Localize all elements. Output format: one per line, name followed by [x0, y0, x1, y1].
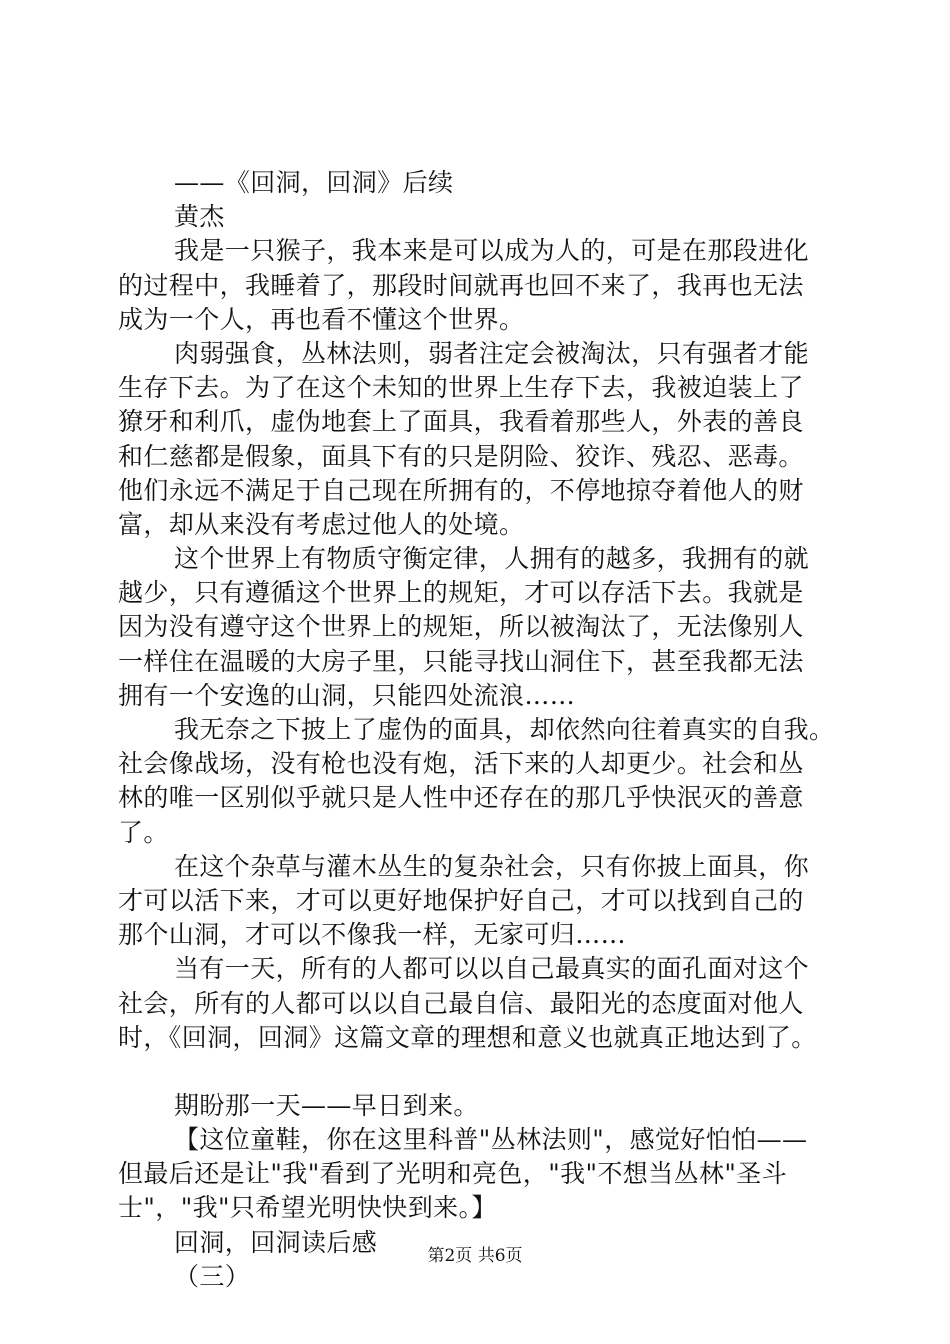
paragraph-line: 当有一天，所有的人都可以以自己最真实的面孔面对这个 [174, 954, 810, 984]
paragraph-line: 富，却从来没有考虑过他人的处境。 [118, 509, 525, 539]
paragraph-2 [118, 337, 848, 542]
editor-comment [118, 1123, 848, 1226]
paragraph-line: 生存下去。为了在这个未知的世界上生存下去，我被迫装上了 [118, 373, 804, 403]
paragraph-line: 我无奈之下披上了虚伪的面具，却依然向往着真实的自我。 [174, 715, 835, 744]
comment-line: 士"，"我"只希望光明快快到来。】 [118, 1193, 497, 1223]
paragraph-line: 社会像战场，没有枪也没有炮，活下来的人却更少。社会和丛 [118, 749, 804, 779]
paragraph-line: 了。 [118, 817, 169, 847]
next-article-number: （三） [174, 1261, 251, 1291]
paragraph-line: 才可以活下来，才可以更好地保护好自己，才可以找到自己的 [118, 885, 804, 915]
comment-line: 但最后还是让"我"看到了光明和亮色，"我"不想当丛林"圣斗 [118, 1159, 788, 1189]
article-subtitle: ——《回洞，回洞》后续 [174, 168, 454, 197]
paragraph-line: 拥有一个安逸的山洞，只能四处流浪…… [118, 680, 576, 710]
paragraph-line: 一样住在温暖的大房子里，只能寻找山洞住下，甚至我都无法 [118, 646, 804, 676]
article-author: 黄杰 [174, 202, 225, 232]
paragraph-line: 成为一个人，再也看不懂这个世界。 [118, 304, 525, 334]
paragraph-line: 越少，只有遵循这个世界上的规矩，才可以存活下去。我就是 [118, 578, 804, 608]
blank-line [118, 1055, 848, 1089]
paragraph-line: 和仁慈都是假象，面具下有的只是阴险、狡诈、残忍、恶毒。 [118, 441, 804, 471]
paragraph-3 [118, 542, 848, 713]
paragraph-line: 肉弱强食，丛林法则，弱者注定会被淘汰，只有强者才能 [174, 338, 810, 368]
paragraph-5 [118, 850, 848, 953]
paragraph-line: 这个世界上有物质守衡定律，人拥有的越多，我拥有的就 [174, 544, 810, 574]
paragraph-line: 因为没有遵守这个世界上的规矩，所以被淘汰了，无法像别人 [118, 612, 804, 642]
comment-line: 【这位童鞋，你在这里科普"丛林法则"，感觉好怕怕—— [174, 1125, 808, 1155]
paragraph-line: 在这个杂草与灌木丛生的复杂社会，只有你披上面具，你 [174, 851, 810, 881]
paragraph-4 [118, 713, 848, 850]
paragraph-line: 社会，所有的人都可以以自己最自信、最阳光的态度面对他人 [118, 988, 804, 1018]
page-footer: 第2页 共6页 [427, 1246, 523, 1266]
paragraph-line: 獠牙和利爪，虚伪地套上了面具，我看着那些人，外表的善良 [118, 407, 804, 437]
article-body [118, 166, 848, 1294]
paragraph-line: 我是一只猴子，我本来是可以成为人的，可是在那段进化 [174, 236, 810, 266]
paragraph-line: 的过程中，我睡着了，那段时间就再也回不来了，我再也无法 [118, 270, 804, 300]
paragraph-line: 林的唯一区别似乎就只是人性中还存在的那几乎快泯灭的善意 [118, 783, 804, 813]
paragraph-line: 时，《回洞，回洞》这篇文章的理想和意义也就真正地达到了。 [118, 1022, 817, 1052]
next-article-title: 回洞，回洞读后感 [174, 1227, 378, 1257]
paragraph-6 [118, 952, 848, 1055]
closing-line: 期盼那一天——早日到来。 [174, 1090, 479, 1120]
paragraph-line: 那个山洞，才可以不像我一样，无家可归…… [118, 920, 627, 950]
paragraph-line: 他们永远不满足于自己现在所拥有的，不停地掠夺着他人的财 [118, 475, 804, 505]
paragraph-1 [118, 234, 848, 337]
